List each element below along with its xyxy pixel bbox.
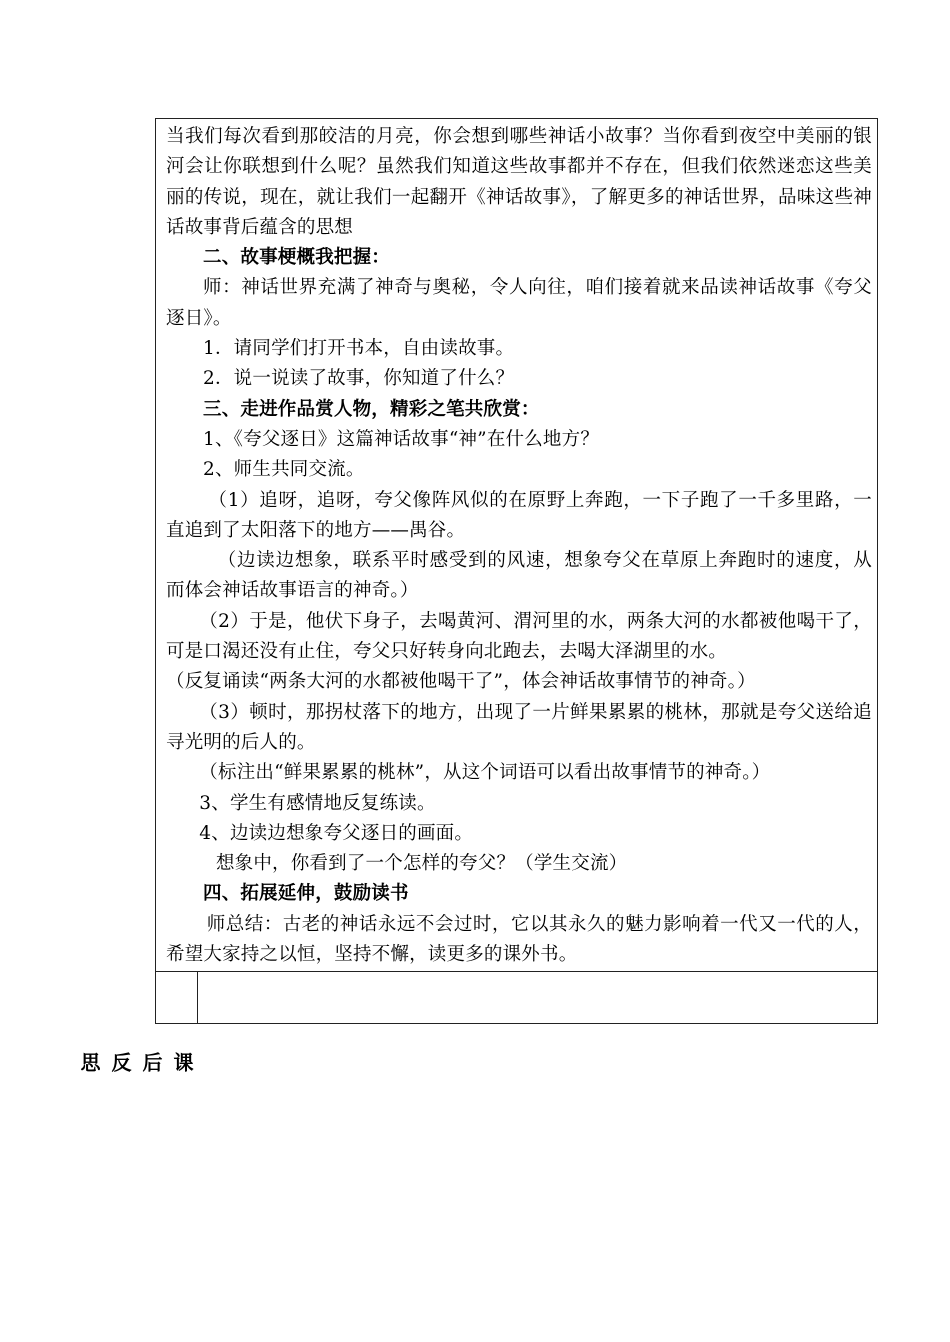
reflection-label-cell xyxy=(77,972,198,1072)
section-2-step-2: 2．说一说读了故事，你知道了什么？ xyxy=(203,368,515,390)
step-3: 3、学生有感情地反复练读。 xyxy=(199,792,436,814)
section-3-question-1: 1、《夸父逐日》这篇神话故事“神”在什么地方？ xyxy=(203,428,600,450)
story-paragraph-3-note: （标注出“鲜果累累的桃林”，从这个词语可以看出故事情节的神奇。） xyxy=(199,762,771,784)
story-paragraph-3: （3）顿时，那拐杖落下的地方，出现了一片鲜果累累的桃林，那就是夸父送给追寻光明的后人的。 xyxy=(166,701,872,753)
section-3-question-2: 2、师生共同交流。 xyxy=(203,459,365,481)
teaching-process-text xyxy=(166,122,872,970)
reflection-label: 课后反思 xyxy=(77,1052,194,1072)
story-paragraph-2: （2）于是，他伏下身子，去喝黄河、渭河里的水，两条大河的水都被他喝干了，可是口渴还没有止住，夸父只好转身向北跑去，去喝大泽湖里的水。 xyxy=(166,610,872,663)
reflection-content-cell[interactable] xyxy=(198,972,877,1023)
story-paragraph-2-note: （反复诵读“两条大河的水都被他喝干了”，体会神话故事情节的神奇。） xyxy=(166,671,756,693)
section-3-heading: 三、走进作品赏人物，精彩之笔共欣赏： xyxy=(203,398,540,420)
teacher-summary: 师总结：古老的神话永远不会过时，它以其永久的魅力影响着一代又一代的人，希望大家持之以恒，坚持不懈，读更多的课外书。 xyxy=(166,913,872,966)
intro-paragraph: 当我们每次看到那皎洁的月亮，你会想到哪些神话小故事？当你看到夜空中美丽的银河会让你联想到什么呢？虽然我们知道这些故事都并不存在，但我们依然迷恋这些美丽的传说，现在，就让我们一起翻开《神话故事》，了解更多的神话世界，品味这些神话故事背后蕴含的思想 xyxy=(166,126,872,238)
section-2-heading: 二、故事梗概我把握： xyxy=(203,247,391,269)
section-4-heading: 四、拓展延伸，鼓励读书 xyxy=(203,883,409,905)
story-paragraph-1-note: （边读边想象，联系平时感受到的风速，想象夸父在草原上奔跑时的速度，从而体会神话故事语言的神奇。） xyxy=(166,550,872,602)
imagine-prompt: 想象中，你看到了一个怎样的夸父？（学生交流） xyxy=(215,853,628,875)
lesson-plan-table xyxy=(77,118,878,1072)
section-2-step-1: 1．请同学们打开书本，自由读故事。 xyxy=(203,338,515,360)
section-2-teacher-text: 师：神话世界充满了神奇与奥秘，令人向往，咱们接着就来品读神话故事《夸父逐日》。 xyxy=(166,277,872,329)
step-4: 4、边读边想象夸父逐日的画面。 xyxy=(199,822,474,844)
story-paragraph-1: （1）追呀，追呀，夸父像阵风似的在原野上奔跑，一下子跑了一千多里路，一直追到了太阳落下的地方——禺谷。 xyxy=(166,489,872,541)
teaching-process-cell xyxy=(156,119,877,972)
